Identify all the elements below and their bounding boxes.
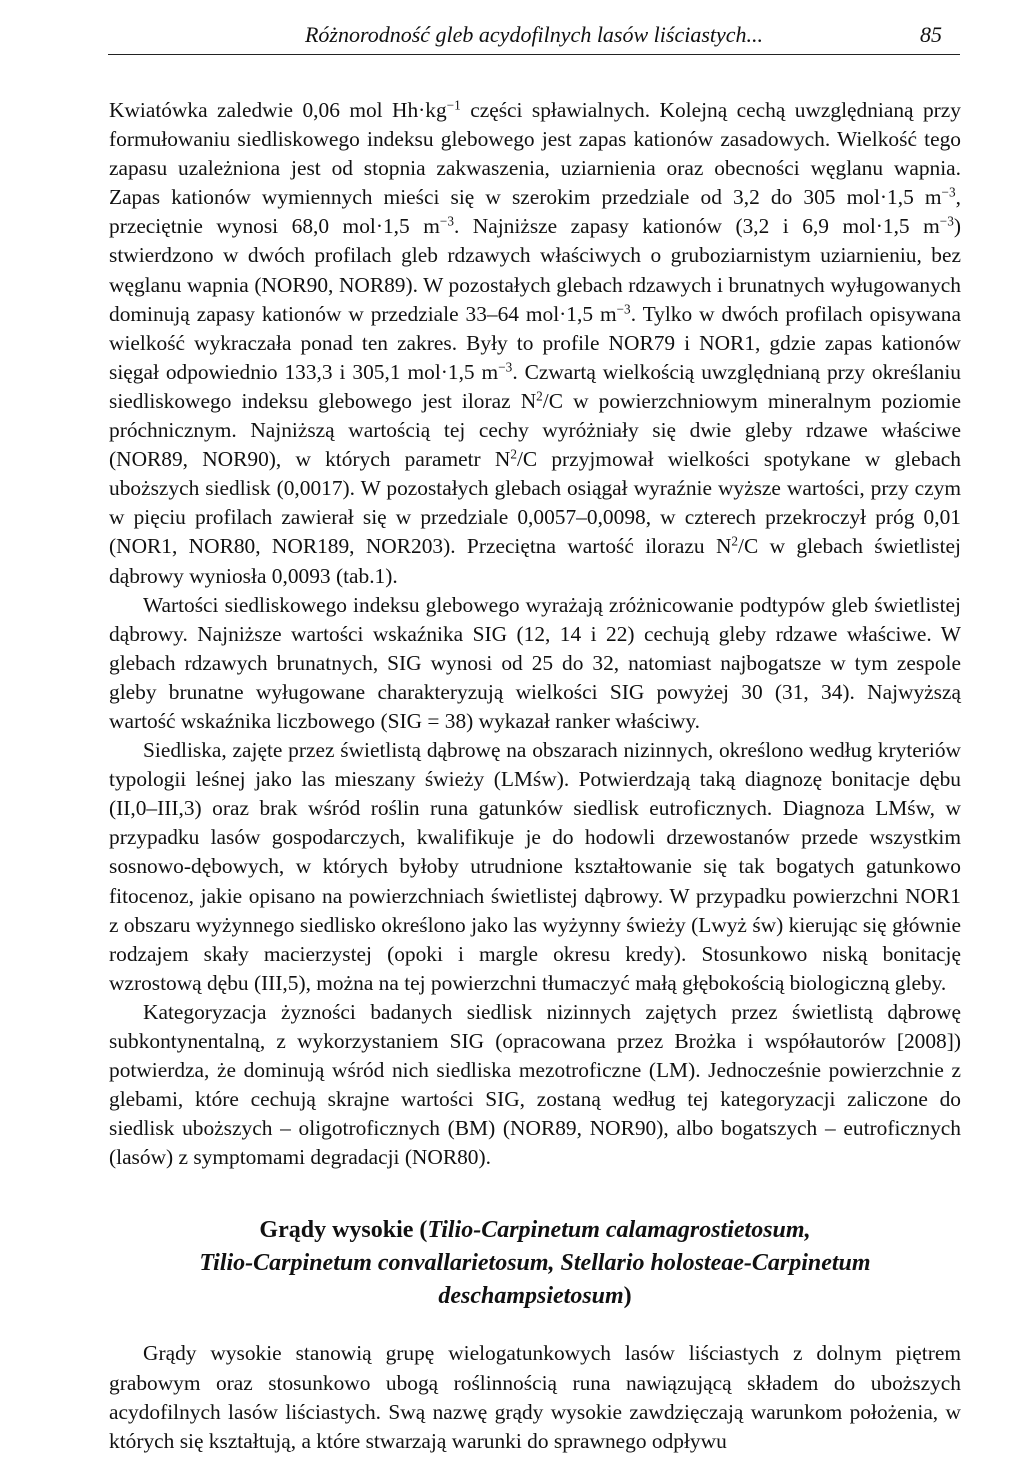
text-run: . Tylko w dwóch profilach opisywana wielkość wykraczała ponad ten zakres. Były to profile NOR79 i NOR1, gdzie zapas kationów sięgał odpowiednio 133,3 i 305,1 mol·1,5 m [109, 301, 961, 384]
text-run: /C w powierzchniowym mineralnym poziomie próchnicznym. Najniższą wartością tej cechy wyróżniały się dwie gleby rdzawe właściwe (NOR89, NOR90), w których parametr N [109, 388, 961, 472]
superscript: −3 [498, 359, 513, 375]
heading-latin-name: deschampsietosum [438, 1283, 624, 1310]
text-run: /C przyjmował wielkości spotykane w glebach uboższych siedlisk (0,0017). W pozostałych glebach osiągał wyraźnie wyższe wartości, przy czym w pięciu profilach zawierał się w przedziale 0,0057–0,0098, w czterech przekroczył próg 0,01 (NOR1, NOR80, NOR189, NOR203). Przeciętna wartość ilorazu N [109, 447, 962, 559]
text-run: . Czwartą wielkością uwzględnianą przy określaniu siedliskowego indeksu glebowego jest iloraz N [109, 359, 961, 413]
heading-close: ) [623, 1283, 632, 1310]
paragraph-high-oak-hornbeam: Grądy wysokie stanowią grupę wielogatunkowych lasów liściastych z dolnym piętrem grabowym oraz stosunkowo ubogą roślinnością runa nawiązującą składem do uboższych acydofilnych lasów liściastych. Swą nazwę grądy wysokie zawdzięczają warunkom położenia, w których się kształtują, a które stwarzają warunki do sprawnego odpływu [109, 1341, 961, 1453]
text-run: Kwiatówka zaledwie 0,06 mol Hh·kg [109, 98, 447, 122]
superscript: −3 [616, 301, 631, 317]
superscript: −3 [439, 214, 454, 230]
text-run: ) stwierdzono w dwóch profilach gleb rdzawych właściwych o gruboziarnistym uziarnieniu, bez węglanu wapnia (NOR90, NOR89). W pozostałych glebach rdzawych i brunatnych wyługowanych dominują zapasy kationów w przedziale 33–64 mol·1,5 m [109, 214, 962, 326]
superscript: 2 [731, 534, 739, 550]
superscript: −3 [941, 184, 956, 200]
text-run: , przeciętnie wynosi 68,0 mol·1,5 m [109, 185, 961, 239]
heading-latin-name: Tilio-Carpinetum convallarietosum, Stellario holosteae-Carpinetum [199, 1250, 871, 1277]
superscript: −3 [939, 214, 954, 230]
section-heading [109, 1214, 961, 1313]
heading-lead: Grądy wysokie ( [259, 1217, 428, 1244]
superscript: −1 [446, 97, 461, 113]
paragraph-sig-values: Wartości siedliskowego indeksu glebowego wyrażają zróżnicowanie podtypów gleb świetlistej dąbrowy. Najniższe wartości wskaźnika SIG (12, 14 i 22) cechują gleby rdzawe właściwe. W glebach rdzawych brunatnych, SIG wynosi od 25 do 32, natomiast najbogatsze w tym zespole gleby brunatne wyługowane charakteryzują wielkości SIG powyżej 30 (31, 34). Najwyższą wartość wskaźnika liczbowego (SIG = 38) wykazał ranker właściwy. [109, 592, 961, 733]
paragraph-cation-reserves [109, 96, 961, 591]
text-run: części spławialnych. Kolejną cechą uwzględnianą przy formułowaniu siedliskowego indeksu glebowego jest zapas kationów zasadowych. Wielkość tego zapasu uzależniona jest od stopnia zakwaszenia, uziarnienia oraz obecności węglanu wapnia. Zapas kationów wymiennych mieści się w szerokim przedziale od 3,2 do 305 mol·1,5 m [109, 98, 961, 210]
paragraph-habitat-diagnosis: Siedliska, zajęte przez świetlistą dąbrowę na obszarach nizinnych, określono według kryteriów typologii leśnej jako las mieszany świeży (LMśw). Potwierdzają taką diagnozę bonitacje dębu (II,0–III,3) oraz brak wśród roślin runa gatunków siedlisk eutroficznych. Diagnoza LMśw, w przypadku lasów gospodarczych, kwalifikuje je do hodowli drzewostanów przede wszystkim sosnowo-dębowych, w których byłoby utrudnione kształtowanie się tak bogatych gatunkowo fitocenoz, jakie opisano na powierzchniach świetlistej dąbrowy. W przypadku powierzchni NOR1 z obszaru wyżynnego siedlisko określono jako las wyżynny świeży (Lwyż św) kierując się głównie rodzajem skały macierzystej (opoki i margle okresu kredy). Stosunkowo niską bonitację wzrostową dębu (III,5), można na tej powierzchni tłumaczyć małą głębokością biologiczną gleby. [109, 738, 961, 995]
text-run: . Najniższe zapasy kationów (3,2 i 6,9 mol·1,5 m [453, 214, 940, 239]
superscript: 2 [536, 388, 543, 404]
running-title: Różnorodność gleb acydofilnych lasów liściastych... [304, 22, 764, 47]
paragraph-fertility-categorization: Kategoryzacja żyzności badanych siedlisk nizinnych zajętych przez świetlistą dąbrowę subkontynentalną, z wykorzystaniem SIG (opracowana przez Brożka i współautorów [2008]) potwierdza, że dominują wśród nich siedliska mezotroficzne (LM). Jednocześnie powierzchnie z glebami, które cechują skrajne wartości SIG, zostaną według tej kategoryzacji zaliczone do siedlisk uboższych – oligotroficznych (BM) (NOR89, NOR90), albo bogatszych – eutroficznych (lasów) z symptomami degradacji (NOR80). [109, 999, 961, 1170]
page-number: 85 [920, 22, 942, 47]
superscript: 2 [510, 446, 517, 462]
body-text [109, 96, 961, 1456]
running-header [108, 18, 960, 55]
heading-latin-name: Tilio-Carpinetum calamagrostietosum, [427, 1217, 811, 1244]
text-run: /C w glebach świetlistej dąbrowy wyniosła 0,0093 (tab.1). [109, 534, 961, 588]
